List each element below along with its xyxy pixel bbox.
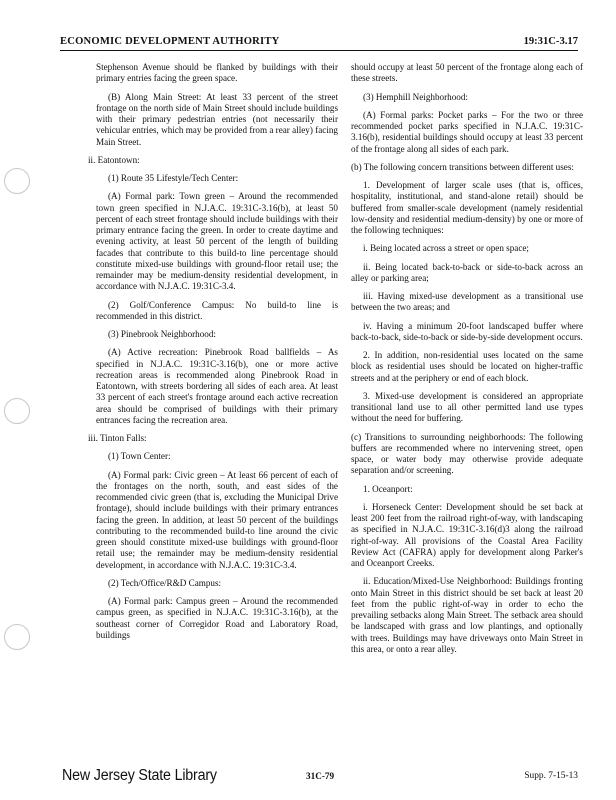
punch-hole-top xyxy=(4,168,30,194)
paragraph: (A) Formal parks: Pocket parks – For the two or three recommended pocket parks specified in N.J.A.C. 19:31C-3.16(b), residential buildings should occupy at least 33 percent of the frontage along all sides of each park. xyxy=(351,109,583,154)
paragraph-heading: (3) Pinebrook Neighborhood: xyxy=(108,329,216,339)
list-item: iv. Having a minimum 20-foot landscaped buffer where back-to-back, side-to-back or side-by-side development occurs. xyxy=(351,320,583,342)
paragraph: should occupy at least 50 percent of the frontage along each of these streets. xyxy=(351,62,583,84)
agency-heading: ECONOMIC DEVELOPMENT AUTHORITY xyxy=(60,36,280,47)
paragraph: (c) Transitions to surrounding neighborhoods: The following buffers are recommended where no intervening street, open space, or water body may otherwise provide adequate separation and/or screening. xyxy=(351,431,583,476)
section-number: 19:31C-3.17 xyxy=(523,36,578,47)
punch-hole-bottom xyxy=(4,624,30,650)
paragraph: (A) Formal park: Town green – Around the recommended town green specified in N.J.A.C. 19:31C-3.16(b), at least 50 percent of each street frontage should include buildings with their primary entrance facing the green. In order to create daytime and evening activity, at least 50 percent of the length of building facades that contribute to this build-to line percentage should constitute mixed-use buildings with ground-floor retail use; the remainder may be medium-density residential development, in accordance with N.J.A.C. 19:31C-3.4. xyxy=(96,191,338,292)
list-item: ii. Being located back-to-back or side-to-back across an alley or parking area; xyxy=(351,261,583,283)
paragraph: (b) The following concern transitions between different uses: xyxy=(351,161,574,172)
library-stamp: New Jersey State Library xyxy=(62,767,217,784)
paragraph: (B) Along Main Street: At least 33 percent of the street frontage on the north side of Main Street should include buildings with their primary pedestrian entries (not necessarily their vehicular entries, which may be provided from a rear alley) facing Main Street. xyxy=(96,91,338,147)
subsection-heading: iii. Tinton Falls: xyxy=(88,433,147,443)
paragraph: Stephenson Avenue should be flanked by buildings with their primary entries facing the green space. xyxy=(96,62,338,84)
right-column xyxy=(351,62,583,662)
punch-hole-middle xyxy=(4,398,30,424)
list-item: iii. Having mixed-use development as a transitional use between the two areas; and xyxy=(351,291,583,313)
page-footer xyxy=(62,767,578,791)
paragraph: 2. In addition, non-residential uses located on the same block as residential uses should be located on higher-traffic streets and at the periphery or end of each block. xyxy=(351,350,583,383)
paragraph: (A) Active recreation: Pinebrook Road ballfields – As specified in N.J.A.C. 19:31C-3.16(b), one or more active recreation areas is recommended along Pinebrook Road in Eatontown, with streets bordering all sides of each area. At least 33 percent of each street's frontage around each active recreation area should be comprised of buildings with their primary entrances facing the recreation area. xyxy=(96,347,338,425)
left-column xyxy=(88,62,338,648)
paragraph-heading: (3) Hemphill Neighborhood: xyxy=(363,91,468,102)
supplement-date: Supp. 7-15-13 xyxy=(524,771,578,781)
paragraph: (A) Formal park: Civic green – At least 66 percent of each of the frontages on the north, south, and east sides of the recommended civic green (that is, excluding the Municipal Drive frontage), should include buildings with their primary entrances facing the green. In addition, at least 50 percent of the buildings contributing to the recommended build-to line around the civic green should constitute mixed-use buildings with ground-floor retail use; the remainder may be medium-density residential development, in accordance with N.J.A.C. 19:31C-3.4. xyxy=(96,469,338,570)
list-item: i. Horseneck Center: Development should be set back at least 200 feet from the railroad right-of-way, with landscaping as specified in N.J.A.C. 19:31C-3.16(d)3 along the railroad right-of-way. All provisions of the Coastal Area Facility Review Act (CAFRA) apply for development along Parker's and Oceanport Creeks. xyxy=(351,501,583,568)
list-item: ii. Education/Mixed-Use Neighborhood: Buildings fronting onto Main Street in this district should be set back at least 20 feet from the public right-of-way in order to echo the prevailing setbacks along Main Street. The setback area should be landscaped with grass and low plantings, and optionally with trees. Buildings may have driveways onto Main Street in this area, or onto a rear alley. xyxy=(351,576,583,654)
paragraph-heading: (1) Town Center: xyxy=(108,451,171,462)
paragraph: (2) Golf/Conference Campus: No build-to line is recommended in this district. xyxy=(96,299,338,321)
paragraph: 1. Development of larger scale uses (that is, offices, hospitality, institutional, and stand-alone retail) should be buffered from smaller-scale development (namely residential low-density and residential medium-density) by one or more of the following techniques: xyxy=(351,180,583,235)
paragraph: (A) Formal park: Campus green – Around the recommended campus green, as specified in N.J.A.C. 19:31C-3.16(b), at the southeast corner of Corregidor Road and Laboratory Road, buildings xyxy=(96,596,338,640)
list-item: i. Being located across a street or open space; xyxy=(363,243,529,254)
paragraph-heading: 1. Oceanport: xyxy=(363,483,413,494)
paragraph-heading: (1) Route 35 Lifestyle/Tech Center: xyxy=(108,173,239,183)
paragraph-heading: (2) Tech/Office/R&D Campus: xyxy=(108,577,222,588)
page-number: 31C-79 xyxy=(306,771,335,781)
paragraph: 3. Mixed-use development is considered an appropriate transitional land use to all other permitted land use types without the need for buffering. xyxy=(351,390,583,424)
header-rule xyxy=(60,50,578,51)
subsection-heading: ii. Eatontown: xyxy=(88,154,140,165)
